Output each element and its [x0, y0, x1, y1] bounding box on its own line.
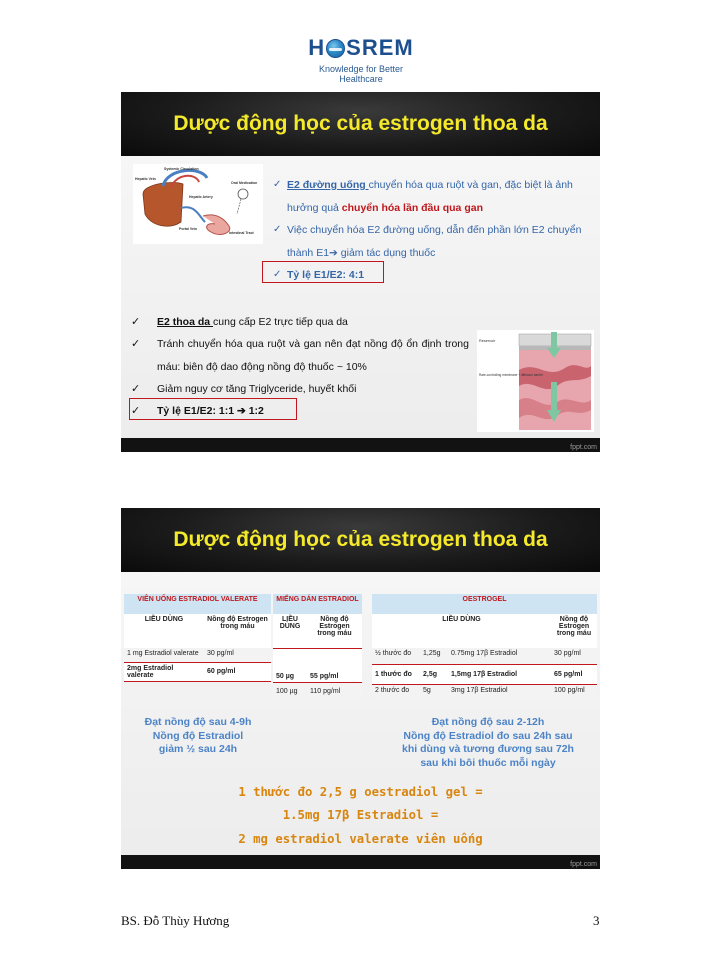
author-name: BS. Đỗ Thùy Hương: [121, 913, 230, 928]
skin-label-membrane: Rate-controlling membrane + diffusion barrier: [479, 373, 543, 377]
oral-table-col-level: Nồng độ Estrogen trong máu: [204, 614, 271, 648]
slide-2-title: Dược động học của estrogen thoa da: [173, 528, 548, 551]
check-icon: ✓: [131, 316, 141, 328]
table-row: [273, 682, 362, 700]
oral-bullet-2-text: Việc chuyển hóa E2 đường uống, dẫn đến phần lớn E2 chuyển thành E1: [287, 224, 582, 259]
oral-row-2-level: 60 pg/ml: [204, 662, 271, 681]
transdermal-ratio-highlight-box: [129, 398, 297, 420]
gel-row-3-estradiol: 3mg 17β Estradiol: [448, 684, 551, 700]
transdermal-bullet-1-text: cung cấp E2 trực tiếp qua da: [213, 316, 348, 328]
skin-label-reservoir: Reservoir: [479, 339, 496, 343]
logo-wordmark: [296, 34, 426, 62]
gel-row-2-estradiol: 1,5mg 17β Estradiol: [448, 664, 551, 684]
slide-1-footer-band: [121, 438, 600, 452]
hosrem-logo: [296, 34, 426, 84]
gel-row-3-grams: 5g: [420, 684, 448, 700]
gel-row-3-measure: 2 thước đo: [372, 684, 420, 700]
slide-1-body: [121, 156, 600, 452]
transdermal-ratio-tail: 1:2: [245, 405, 264, 418]
gel-row-1-measure: ½ thước đo: [372, 648, 420, 664]
patch-row-1-dose: 50 µg: [273, 648, 307, 682]
oral-bullet-2-tail: giảm tác dụng thuốc: [337, 246, 436, 259]
slide-1-watermark: fppt.com: [570, 444, 597, 451]
liver-label-hepatic-artery: Hepatic Artery: [189, 195, 213, 199]
table-row: [124, 648, 271, 662]
slide-2-title-bar: [121, 508, 600, 572]
globe-icon: [326, 39, 345, 58]
liver-label-systemic: Systemic Circulation: [164, 167, 199, 171]
oral-note-line-3: giảm ½ sau 24h: [158, 743, 238, 755]
liver-circulation-diagram: [133, 164, 263, 244]
oral-row-1-level: 30 pg/ml: [204, 648, 271, 662]
check-icon: ✓: [131, 338, 141, 351]
oral-note-line-2: Nồng độ Estradiol: [152, 729, 244, 742]
page-number: 3: [593, 913, 600, 928]
slide-2-footer-band: [121, 855, 600, 869]
check-icon: ✓: [131, 382, 141, 395]
gel-row-1-grams: 1,25g: [420, 648, 448, 664]
slide-1-title: Dược động học của estrogen thoa da: [173, 112, 548, 135]
table-row: [372, 664, 597, 684]
slide-2-watermark: fppt.com: [570, 861, 597, 868]
gel-row-1-level: 30 pg/ml: [551, 648, 597, 664]
patch-table-col-dose: LIỀU DÙNG: [273, 614, 307, 648]
transdermal-bullet-2-text: Tránh chuyển hóa qua ruột và gan nên đạt nồng độ ổn định trong máu: biên độ dao động nồng độ thuốc ~ 10%: [157, 338, 469, 373]
patch-row-1-level: 55 pg/ml: [307, 648, 362, 682]
gel-note-line-3: khi dùng và tương đương sau 72h: [402, 743, 574, 755]
slide-1-title-bar: [121, 92, 600, 156]
oral-tablet-table: [124, 594, 271, 682]
oral-ratio-highlight-box: [262, 261, 384, 283]
arrow-icon: ➔: [329, 246, 338, 259]
slide-2-body: [121, 572, 600, 869]
oral-bullet-1-text: chuyển hóa qua ruột và gan, đặc biệt là ảnh hưởng quả: [287, 179, 573, 214]
patch-table: [273, 594, 362, 700]
logo-prefix: H: [308, 35, 326, 60]
oestrogel-table-header: OESTROGEL: [372, 594, 597, 614]
equation-line-2: 1.5mg 17β Estradiol =: [282, 808, 439, 822]
patch-table-col-level: Nồng độ Estrogen trong máu: [307, 614, 362, 648]
oral-row-1-dose: 1 mg Estradiol valerate: [124, 648, 204, 662]
oestrogel-table: [372, 594, 597, 700]
gel-row-2-grams: 2,5g: [420, 664, 448, 684]
transdermal-bullet-1: [131, 311, 469, 333]
table-row: [124, 662, 271, 681]
transdermal-bullet-2: [131, 333, 469, 378]
equation-line-3: 2 mg estradiol valerate viên uống: [238, 832, 483, 846]
logo-suffix: SREM: [346, 35, 414, 60]
oral-ratio-text: Tỷ lệ E1/E2: 4:1: [287, 269, 365, 281]
gel-row-3-level: 100 pg/ml: [551, 684, 597, 700]
gel-note-line-1: Đạt nồng độ sau 2-12h: [431, 716, 545, 728]
patch-row-2-level: 110 pg/ml: [307, 682, 362, 700]
oral-bullet-2: [273, 219, 593, 264]
logo-tagline: Knowledge for Better Healthcare: [318, 64, 404, 84]
gel-note-line-2: Nồng độ Estradiol đo sau 24h sau: [403, 729, 573, 742]
transdermal-bullet-3-text: Giảm nguy cơ tăng Triglyceride, huyết khối: [157, 382, 357, 395]
gel-row-1-estradiol: 0.75mg 17β Estradiol: [448, 648, 551, 664]
equation-line-1: 1 thước đo 2,5 g oestradiol gel =: [238, 785, 483, 799]
oral-bullet-1-red: chuyển hóa lần đầu qua gan: [341, 201, 483, 214]
patch-row-2-dose: 100 µg: [273, 682, 307, 700]
transdermal-bullet-3: [131, 378, 469, 400]
check-icon: ✓: [273, 224, 282, 235]
check-icon: ✓: [131, 405, 141, 418]
arrow-icon: ➔: [236, 405, 246, 418]
liver-label-portal-vein: Portal Vein: [179, 227, 198, 231]
oral-table-header: VIÊN UỐNG ESTRADIOL VALERATE: [124, 594, 271, 614]
skin-patch-diagram: [477, 330, 594, 432]
table-row: [372, 648, 597, 664]
liver-label-hepatic-vein: Hepatic Vein: [135, 177, 156, 181]
liver-label-intestinal: Intestinal Tract: [229, 231, 254, 235]
gel-pk-note: [376, 716, 600, 770]
oestrogel-table-col-dose: LIỀU DÙNG: [372, 614, 551, 648]
transdermal-ratio-head: Tỷ lệ E1/E2: 1:1: [157, 405, 237, 418]
oral-e2-link: E2 đường uống: [287, 179, 369, 191]
oestrogel-table-col-level: Nồng độ Estrogen trong máu: [551, 614, 597, 648]
gel-row-2-level: 65 pg/ml: [551, 664, 597, 684]
gel-note-line-4: sau khi bôi thuốc mỗi ngày: [420, 756, 556, 769]
slide-1: [121, 92, 600, 452]
oral-pk-note: [123, 716, 273, 757]
gel-row-2-measure: 1 thước đo: [372, 664, 420, 684]
check-icon: ✓: [273, 179, 282, 190]
oral-table-col-dose: LIỀU DÙNG: [124, 614, 204, 648]
table-row: [273, 648, 362, 682]
transdermal-e2-label: E2 thoa da: [157, 316, 214, 328]
oral-bullet-1: [273, 174, 593, 219]
liver-label-oral: Oral Medication: [231, 181, 258, 185]
slide-2: [121, 508, 600, 869]
oral-note-line-1: Đạt nồng độ sau 4-9h: [144, 716, 252, 728]
check-icon: ✓: [273, 269, 282, 280]
oral-row-2-dose: 2mg Estradiol valerate: [124, 662, 204, 681]
table-row: [372, 684, 597, 700]
patch-table-header: MIẾNG DÁN ESTRADIOL: [273, 594, 362, 614]
